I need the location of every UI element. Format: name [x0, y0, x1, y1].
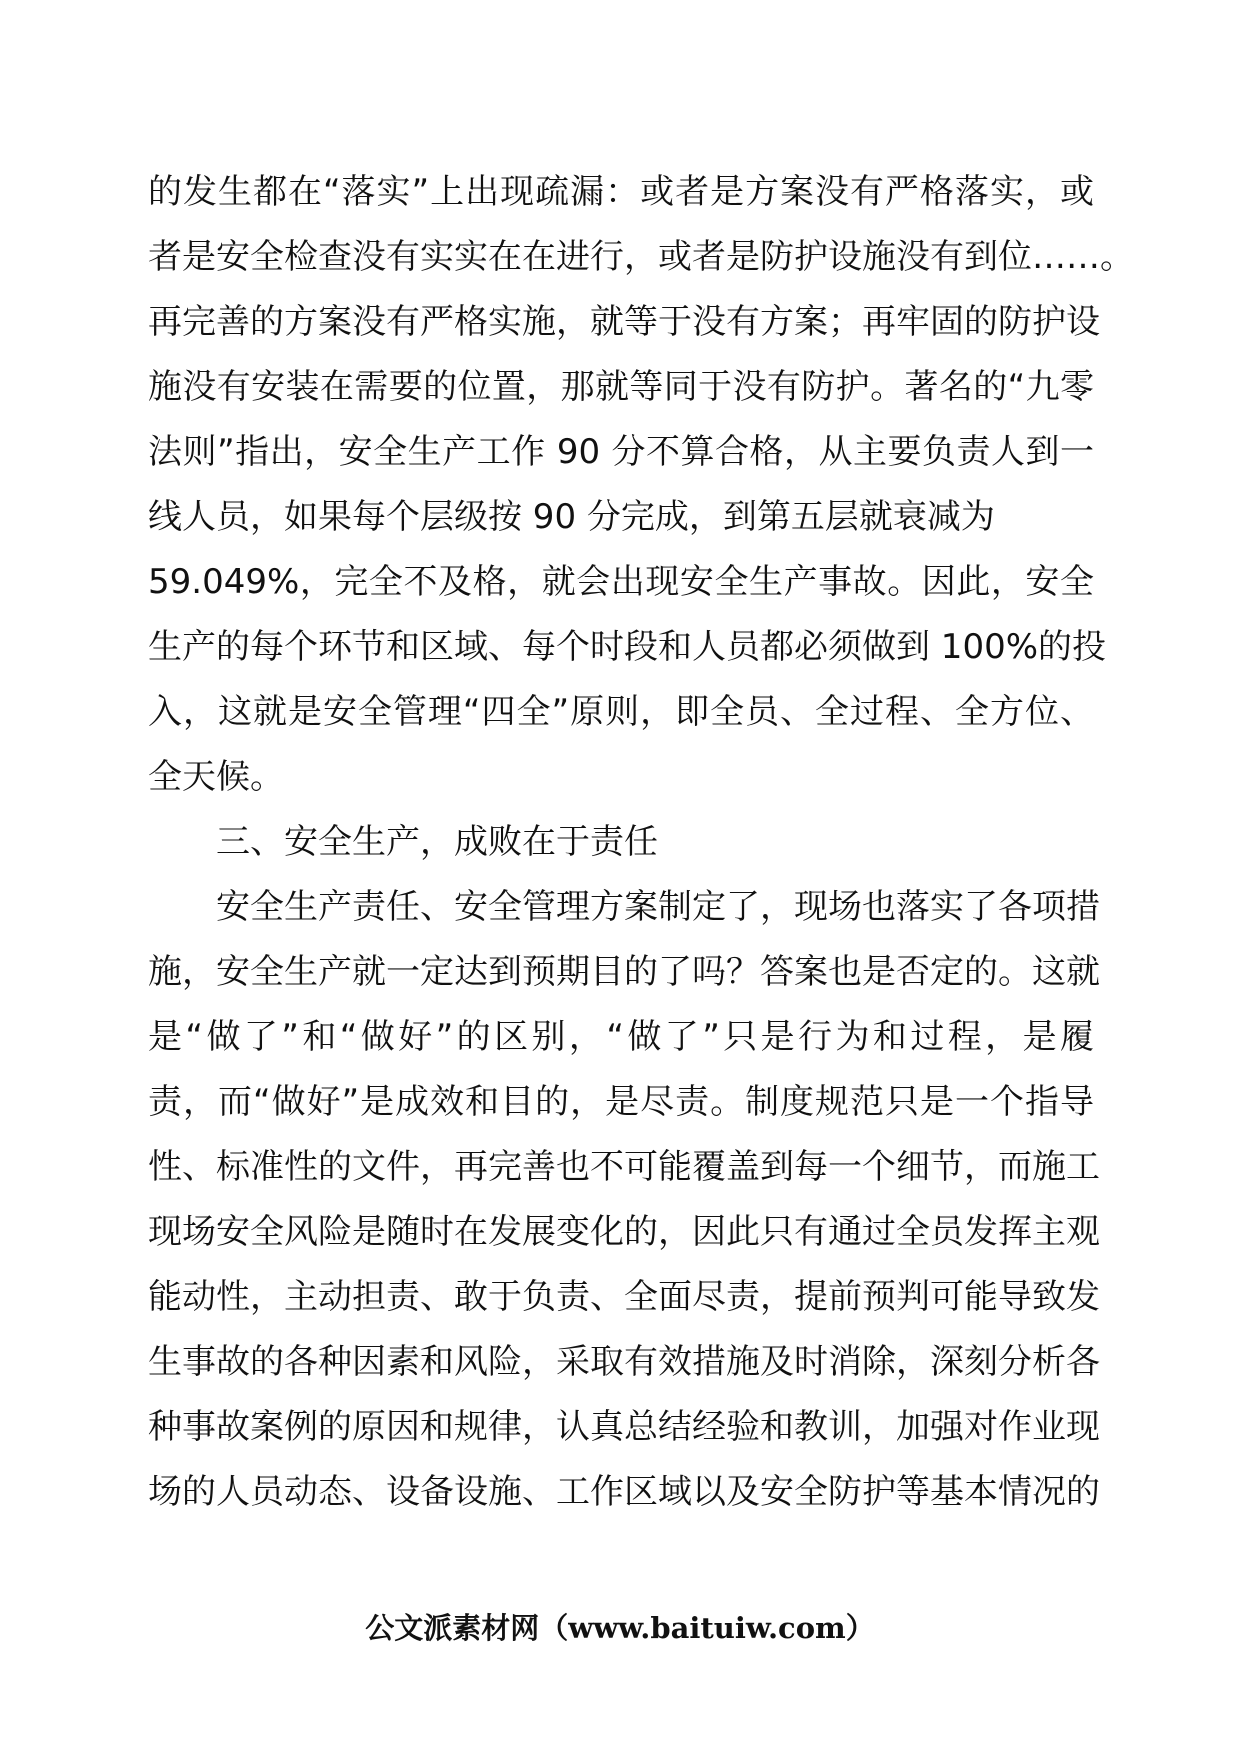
text-line: 种事故案例的原因和规律，认真总结经验和教训，加强对作业现 [148, 1407, 1100, 1447]
text-line: 是“做了”和“做好”的区别，“做了”只是行为和过程，是履 [148, 1017, 1094, 1057]
section-heading: 三、安全生产，成败在于责任 [216, 822, 658, 862]
text-line: 能动性，主动担责、敢于负责、全面尽责，提前预判可能导致发 [148, 1277, 1100, 1317]
text-line: 法则”指出，安全生产工作 90 分不算合格，从主要负责人到一 [148, 432, 1094, 472]
footer-source: 公文派素材网（www.baituiw.com） [365, 1611, 875, 1645]
text-line: 性、标准性的文件，再完善也不可能覆盖到每一个细节，而施工 [148, 1147, 1100, 1187]
document-body [148, 160, 1134, 1525]
text-line: 现场安全风险是随时在发展变化的，因此只有通过全员发挥主观 [148, 1212, 1100, 1252]
text-line: 全天候。 [148, 757, 284, 797]
text-line: 场的人员动态、设备设施、工作区域以及安全防护等基本情况的 [148, 1472, 1100, 1512]
text-line: 线人员，如果每个层级按 90 分完成，到第五层就衰减为 [148, 497, 995, 537]
text-line: 施没有安装在需要的位置，那就等同于没有防护。著名的“九零 [148, 367, 1094, 407]
text-line: 再完善的方案没有严格实施，就等于没有方案；再牢固的防护设 [148, 302, 1100, 342]
text-line: 59.049%，完全不及格，就会出现安全生产事故。因此，安全 [148, 562, 1094, 602]
text-line: 者是安全检查没有实实在在进行，或者是防护设施没有到位……。 [148, 237, 1134, 277]
text-line: 入，这就是安全管理“四全”原则，即全员、全过程、全方位、 [148, 692, 1094, 732]
text-line: 的发生都在“落实”上出现疏漏：或者是方案没有严格落实，或 [148, 172, 1094, 212]
text-line: 安全生产责任、安全管理方案制定了，现场也落实了各项措 [216, 887, 1100, 927]
text-line: 责，而“做好”是成效和目的，是尽责。制度规范只是一个指导 [148, 1082, 1094, 1122]
text-line: 生事故的各种因素和风险，采取有效措施及时消除，深刻分析各 [148, 1342, 1100, 1382]
text-line: 施，安全生产就一定达到预期目的了吗？答案也是否定的。这就 [148, 952, 1100, 992]
text-line: 生产的每个环节和区域、每个时段和人员都必须做到 100%的投 [148, 627, 1107, 667]
